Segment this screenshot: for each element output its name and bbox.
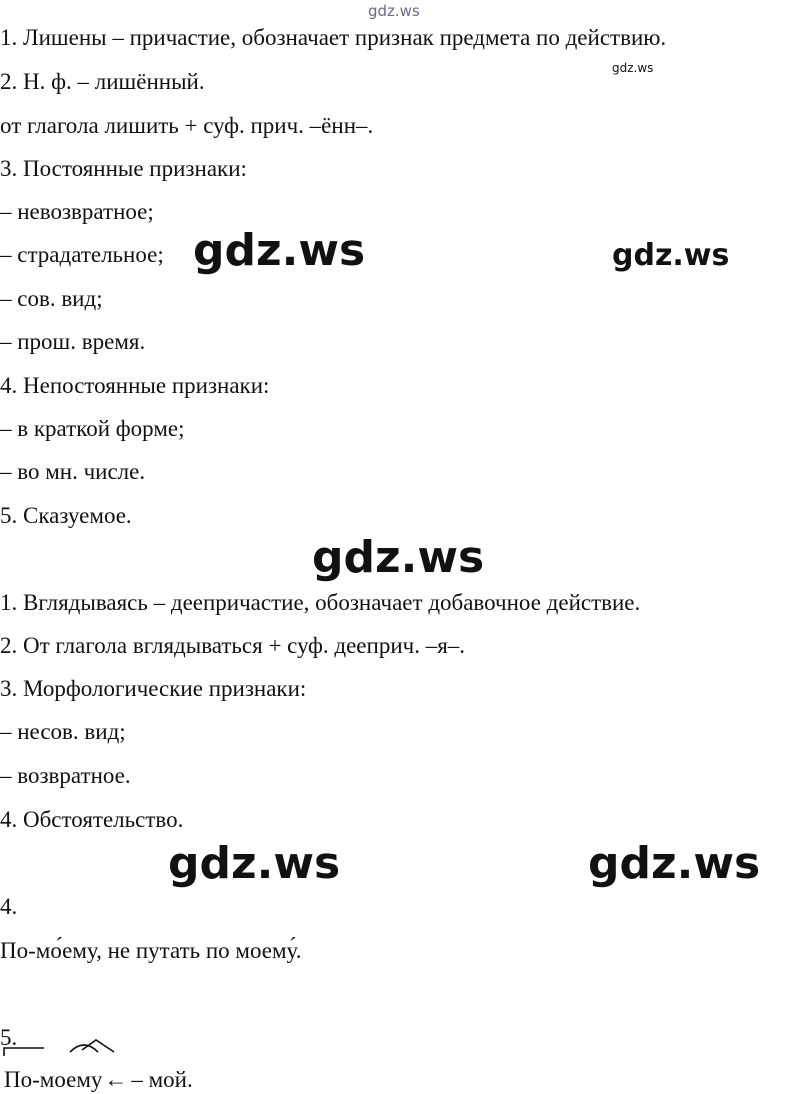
text-line: 3. Постоянные признаки: xyxy=(0,156,247,181)
prefix-mark xyxy=(4,1048,44,1056)
origin-word: – мой. xyxy=(131,1067,193,1092)
watermark-big: gdz.ws xyxy=(193,225,366,276)
text-line: – сов. вид; xyxy=(0,286,103,311)
text-line: – возвратное. xyxy=(0,763,131,788)
watermark-top: gdz.ws xyxy=(368,2,420,20)
watermark-big: gdz.ws xyxy=(312,532,485,583)
text-line: 4. Непостоянные признаки: xyxy=(0,373,270,398)
text-line: – несов. вид; xyxy=(0,719,126,744)
watermark-small: gdz.ws xyxy=(612,61,654,75)
text-line: 4. Обстоятельство. xyxy=(0,807,184,832)
text-line: По-мо́ему, не путать по моему́. xyxy=(0,938,302,963)
ending-mark xyxy=(82,1040,114,1052)
text-line: 2. От глагола вглядываться + суф. деeприч. –я–. xyxy=(0,633,466,658)
text-line: – во мн. числе. xyxy=(0,459,146,484)
text-line: 4. xyxy=(0,894,18,919)
text-line: 5. xyxy=(0,1025,18,1050)
text-line: от глагола лишить + суф. прич. –ённ–. xyxy=(0,113,374,138)
watermark-big: gdz.ws xyxy=(168,838,341,889)
text-line: – страдательное; xyxy=(0,242,164,267)
text-line: 2. Н. ф. – лишённый. xyxy=(0,69,205,94)
watermark-big: gdz.ws xyxy=(588,838,761,889)
text-line: – прош. время. xyxy=(0,329,146,354)
text-line: – невозвратное; xyxy=(0,199,154,224)
text-line: 3. Морфологические признаки: xyxy=(0,676,307,701)
text-line: 1. Вглядываясь – деепричастие, обозначает добавочное действие. xyxy=(0,590,641,615)
text-line: 1. Лишены – причастие, обозначает признак предмета по действию. xyxy=(0,25,667,50)
watermark-mid: gdz.ws xyxy=(612,238,730,273)
analyzed-word: По-моему xyxy=(4,1067,103,1092)
text-line: 5. Сказуемое. xyxy=(0,503,132,528)
arrow-icon: ← xyxy=(104,1067,128,1092)
text-line: – в краткой форме; xyxy=(0,416,185,441)
